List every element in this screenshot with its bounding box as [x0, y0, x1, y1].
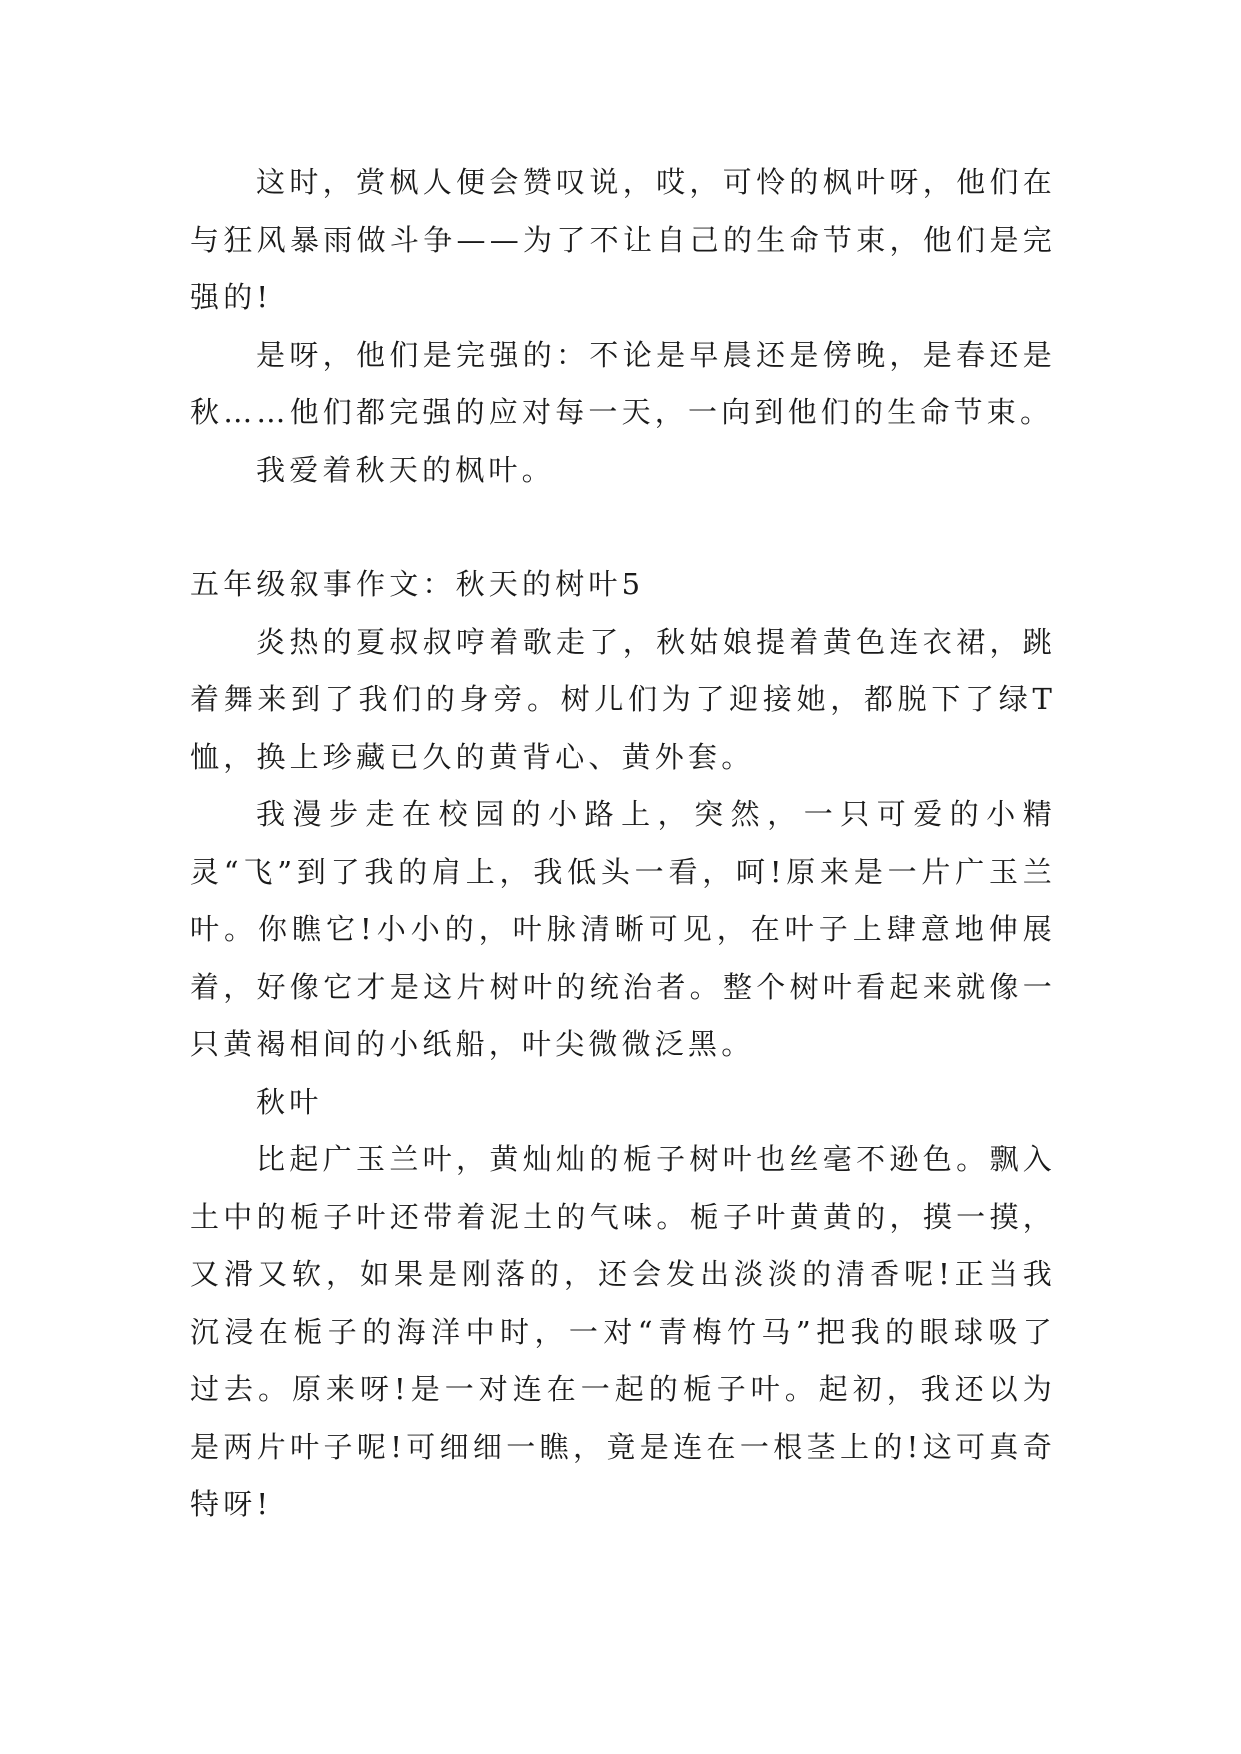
paragraph-6: 比起广玉兰叶，黄灿灿的栀子树叶也丝毫不逊色。飘入土中的栀子叶还带着泥土的气味。栀子叶黄黄的，摸一摸，又滑又软，如果是刚落的，还会发出淡淡的清香呢!正当我沉浸在栀子的海洋中时，一对“青梅竹马”把我的眼球吸了过去。原来呀!是一对连在一起的栀子叶。起初，我还以为是两片叶子呢!可细细一瞧，竟是连在一根茎上的!这可真奇特呀!: [190, 1142, 1056, 1521]
section-title: 五年级叙事作文：秋天的树叶5: [190, 567, 645, 601]
subheading-autumn-leaf: 秋叶: [256, 1084, 323, 1119]
paragraph-3: 我爱着秋天的枫叶。: [256, 452, 555, 487]
paragraph-1: 这时，赏枫人便会赞叹说，哎，可怜的枫叶呀，他们在与狂风暴雨做斗争——为了不让自己的生命节束，他们是完强的!: [190, 165, 1056, 314]
document-body: [190, 154, 1056, 1534]
paragraph-2: 是呀，他们是完强的：不论是早晨还是傍晚，是春还是秋……他们都完强的应对每一天，一向到他们的生命节束。: [190, 337, 1056, 429]
paragraph-5: 我漫步走在校园的小路上，突然，一只可爱的小精灵“飞”到了我的肩上，我低头一看，呵!原来是一片广玉兰叶。你瞧它!小小的，叶脉清晰可见，在叶子上肆意地伸展着，好像它才是这片树叶的统治者。整个树叶看起来就像一只黄褐相间的小纸船，叶尖微微泛黑。: [190, 797, 1056, 1061]
paragraph-4: 炎热的夏叔叔哼着歌走了，秋姑娘提着黄色连衣裙，跳着舞来到了我们的身旁。树儿们为了迎接她，都脱下了绿T恤，换上珍藏已久的黄背心、黄外套。: [190, 624, 1056, 774]
